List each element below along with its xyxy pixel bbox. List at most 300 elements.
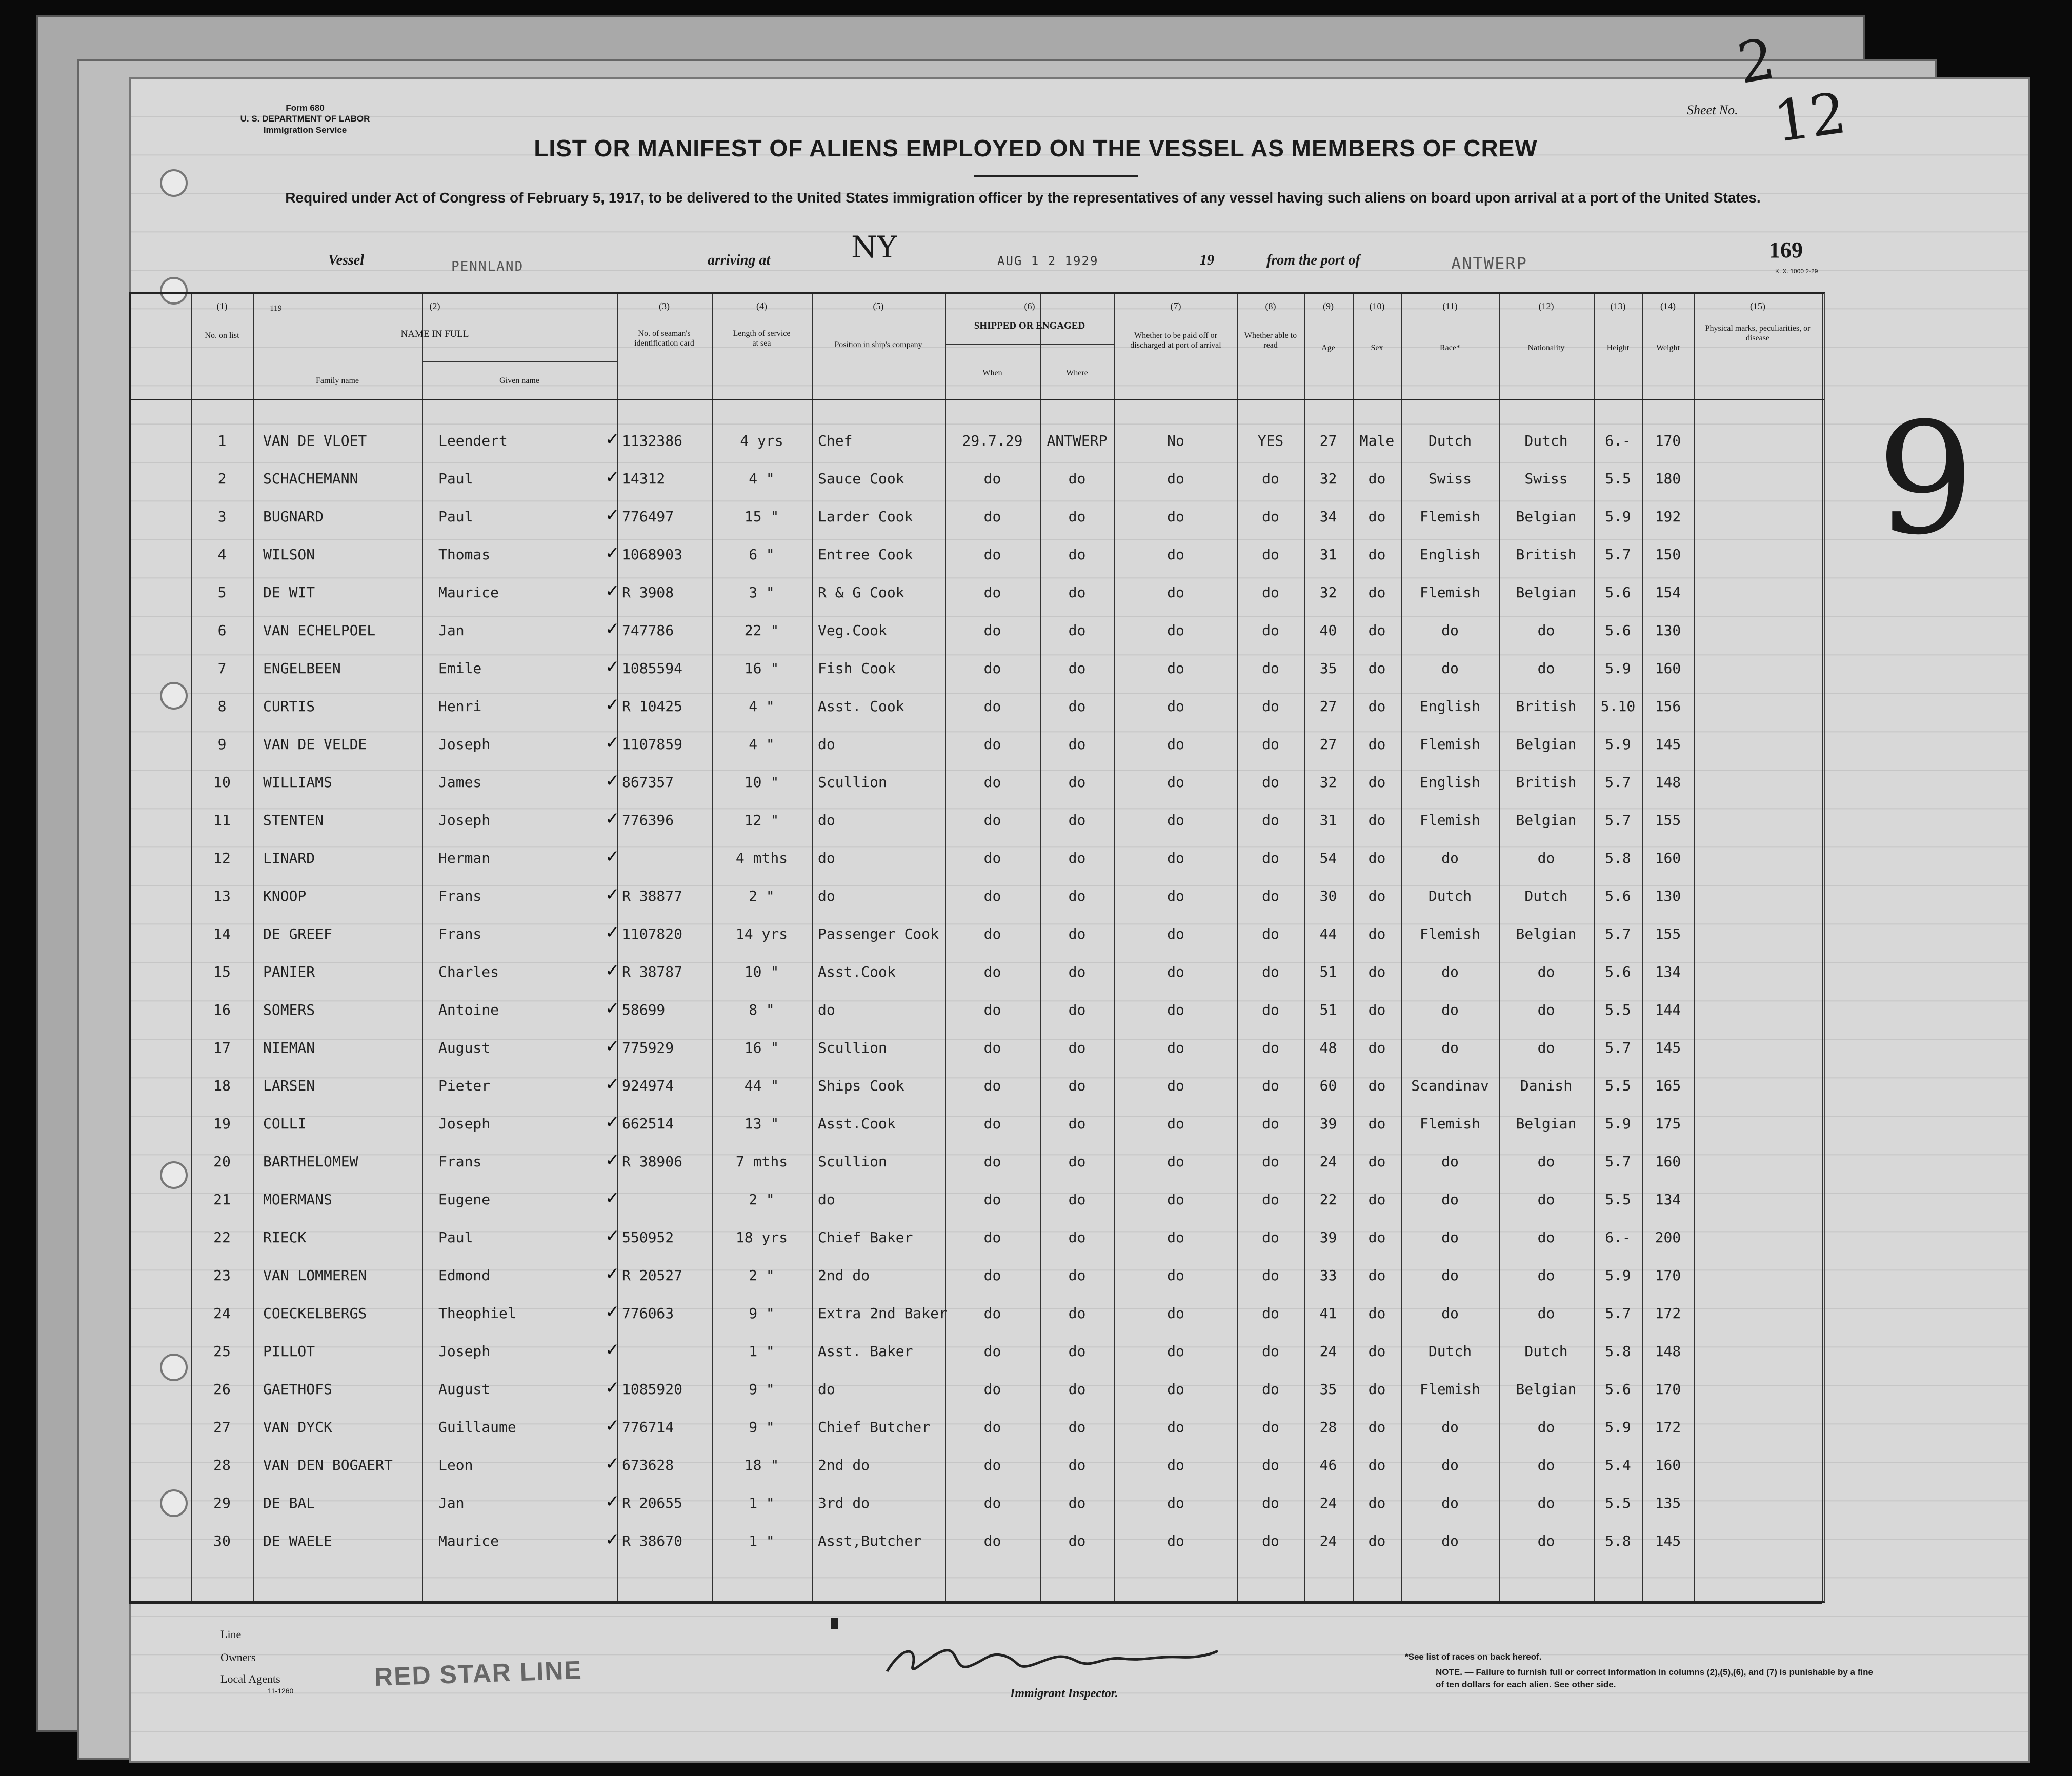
date-stamp: AUG 1 2 1929 [997,254,1099,268]
check-mark-icon: ✓ [605,1074,620,1095]
col4-number: (4) [756,301,767,311]
cell-paid: do [1167,622,1184,639]
cell-race: Flemish [1419,1115,1480,1132]
cell-given: Eugene [438,1191,491,1208]
cell-no: 7 [217,660,227,677]
cell-age: 24 [1319,1532,1337,1549]
cell-family: RIECK [263,1229,307,1246]
cell-paid: do [1167,736,1184,753]
cell-when: do [983,660,1001,677]
cell-sex: do [1368,1039,1386,1056]
cell-paid: do [1167,470,1184,487]
cell-paid: do [1167,850,1184,866]
cell-age: 41 [1319,1305,1337,1322]
cell-weight: 172 [1655,1305,1681,1322]
cell-position: Fish Cook [818,660,896,677]
cell-paid: do [1167,1153,1184,1170]
vessel-label: Vessel [328,252,364,268]
cell-card: 1132386 [622,432,683,449]
cell-family: BARTHELOMEW [263,1153,358,1170]
cell-where: do [1068,1267,1086,1284]
cell-age: 32 [1319,470,1337,487]
cell-paid: do [1167,698,1184,715]
cell-sex: do [1368,584,1386,601]
cell-height: 5.5 [1605,1077,1631,1094]
cell-age: 31 [1319,546,1337,563]
cell-paid: do [1167,508,1184,525]
check-mark-icon: ✓ [605,1491,620,1512]
cell-card: 776497 [622,508,674,525]
table-row [131,805,1824,843]
cell-weight: 160 [1655,1153,1681,1170]
col5-label: Position in ship's company [834,340,922,349]
cell-position: Sauce Cook [818,470,904,487]
cell-service: 22 " [744,622,779,639]
cell-nat: Dutch [1524,887,1568,904]
cell-card: 1107859 [622,736,683,753]
table-row [131,1299,1824,1337]
cell-where: do [1068,887,1086,904]
list-number: 169 [1769,237,1803,263]
cell-card: 776714 [622,1419,674,1436]
col4-label: Length of service at sea [733,329,791,348]
cell-when: do [983,1267,1001,1284]
cell-nat: do [1537,660,1555,677]
cell-no: 13 [213,887,231,904]
cell-family: COECKELBERGS [263,1305,367,1322]
cell-weight: 172 [1655,1419,1681,1436]
cell-weight: 130 [1655,622,1681,639]
cell-no: 10 [213,774,231,791]
cell-read: do [1262,508,1279,525]
cell-nat: Belgian [1516,925,1577,942]
cell-service: 10 " [744,774,779,791]
cell-service: 2 " [749,887,775,904]
cell-given: Paul [438,470,473,487]
check-mark-icon: ✓ [605,429,620,450]
inspector-signature [882,1636,1220,1682]
check-mark-icon: ✓ [605,505,620,526]
cell-card: 14312 [622,470,666,487]
cell-family: ENGELBEEN [263,660,341,677]
cell-card: R 38670 [622,1532,683,1549]
cell-family: DE BAL [263,1495,315,1511]
table-row [131,1071,1824,1109]
cell-no: 3 [217,508,227,525]
cell-paid: do [1167,1343,1184,1360]
ink-mark [831,1618,838,1629]
cell-family: COLLI [263,1115,307,1132]
cell-paid: do [1167,1532,1184,1549]
cell-service: 16 " [744,1039,779,1056]
cell-read: do [1262,1457,1279,1474]
cell-race: do [1441,1267,1459,1284]
cell-where: do [1068,1457,1086,1474]
check-mark-icon: ✓ [605,771,620,791]
cell-age: 34 [1319,508,1337,525]
cell-nat: do [1537,622,1555,639]
cell-height: 5.10 [1600,698,1636,715]
table-row [131,1261,1824,1299]
cell-position: do [818,850,835,866]
cell-height: 5.9 [1605,736,1631,753]
cell-when: do [983,1115,1001,1132]
cell-age: 22 [1319,1191,1337,1208]
cell-when: do [983,584,1001,601]
cell-service: 4 " [749,736,775,753]
cell-given: Joseph [438,1343,491,1360]
cell-weight: 180 [1655,470,1681,487]
table-row [131,1412,1824,1450]
cell-height: 5.6 [1605,1381,1631,1398]
cell-no: 17 [213,1039,231,1056]
cell-race: do [1441,1457,1459,1474]
check-mark-icon: ✓ [605,1264,620,1284]
cell-position: do [818,1001,835,1018]
cell-race: Flemish [1419,736,1480,753]
cell-family: MOERMANS [263,1191,332,1208]
col11-number: (11) [1442,301,1458,311]
cell-weight: 165 [1655,1077,1681,1094]
cell-no: 27 [213,1419,231,1436]
cell-position: 2nd do [818,1457,870,1474]
cell-age: 27 [1319,432,1337,449]
cell-when: do [983,963,1001,980]
cell-service: 1 " [749,1343,775,1360]
cell-nat: do [1537,1495,1555,1511]
check-mark-icon: ✓ [605,619,620,639]
cell-service: 2 " [749,1267,775,1284]
cell-given: Theophiel [438,1305,516,1322]
table-row [131,692,1824,730]
cell-given: Joseph [438,1115,491,1132]
table-row [131,1033,1824,1071]
cell-card: 673628 [622,1457,674,1474]
arriving-label: arriving at [708,252,771,268]
year-label: 19 [1200,252,1214,268]
cell-position: 3rd do [818,1495,870,1511]
cell-where: do [1068,660,1086,677]
check-mark-icon: ✓ [605,1226,620,1246]
cell-read: do [1262,1039,1279,1056]
cell-read: do [1262,1153,1279,1170]
cell-age: 40 [1319,622,1337,639]
cell-service: 7 mths [735,1153,788,1170]
cell-paid: do [1167,1457,1184,1474]
cell-no: 18 [213,1077,231,1094]
col3-number: (3) [659,301,670,311]
cell-weight: 148 [1655,1343,1681,1360]
table-row [131,616,1824,654]
check-mark-icon: ✓ [605,922,620,943]
check-mark-icon: ✓ [605,467,620,488]
cell-sex: Male [1359,432,1395,449]
cell-height: 5.7 [1605,1153,1631,1170]
from-port-label: from the port of [1266,252,1360,268]
cell-no: 29 [213,1495,231,1511]
stamp-code: 11-1260 [268,1687,294,1695]
cell-nat: Belgian [1516,1115,1577,1132]
cell-when: do [983,1039,1001,1056]
form-number: Form 680 [286,103,325,113]
cell-weight: 175 [1655,1115,1681,1132]
cell-given: Emile [438,660,482,677]
cell-card: R 20655 [622,1495,683,1511]
cell-race: do [1441,1305,1459,1322]
cell-age: 33 [1319,1267,1337,1284]
cell-no: 23 [213,1267,231,1284]
cell-service: 10 " [744,963,779,980]
page-subtitle: Required under Act of Congress of February 5, 1917, to be delivered to the United States immigration officer by the representatives of any vessel having such aliens on board upon arrival at a port of the United States. [285,190,1761,206]
cell-when: do [983,698,1001,715]
sheet-number: 12 [1769,79,1850,155]
cell-position: do [818,887,835,904]
cell-no: 6 [217,622,227,639]
col15-number: (15) [1750,301,1765,311]
table-row [131,578,1824,616]
cell-weight: 155 [1655,925,1681,942]
cell-race: Scandinav [1411,1077,1489,1094]
cell-race: do [1441,1495,1459,1511]
cell-where: do [1068,1039,1086,1056]
cell-service: 16 " [744,660,779,677]
cell-read: do [1262,963,1279,980]
cell-weight: 145 [1655,736,1681,753]
cell-read: do [1262,1077,1279,1094]
cell-when: do [983,887,1001,904]
cell-read: do [1262,850,1279,866]
cell-race: Flemish [1419,812,1480,829]
cell-card: 58699 [622,1001,666,1018]
cell-service: 4 " [749,470,775,487]
cell-family: BUGNARD [263,508,324,525]
col10-label: Sex [1371,344,1383,352]
cell-card: 775929 [622,1039,674,1056]
page-title: LIST OR MANIFEST OF ALIENS EMPLOYED ON THE VESSEL AS MEMBERS OF CREW [534,135,1538,162]
family-name-header: Family name [316,376,359,385]
cell-family: LINARD [263,850,315,866]
cell-nat: do [1537,1153,1555,1170]
cell-when: do [983,1229,1001,1246]
cell-weight: 156 [1655,698,1681,715]
cell-read: do [1262,1229,1279,1246]
col13-number: (13) [1610,301,1626,311]
cell-race: do [1441,1153,1459,1170]
cell-race: do [1441,1419,1459,1436]
cell-position: Asst.Cook [818,963,896,980]
cell-family: VAN DEN BOGAERT [263,1457,393,1474]
cell-service: 3 " [749,584,775,601]
cell-card: R 38906 [622,1153,683,1170]
check-mark-icon: ✓ [605,998,620,1019]
cell-service: 4 yrs [740,432,783,449]
cell-height: 5.5 [1605,1495,1631,1511]
cell-race: do [1441,660,1459,677]
cell-service: 1 " [749,1495,775,1511]
cell-when: do [983,1495,1001,1511]
cell-age: 31 [1319,812,1337,829]
cell-read: do [1262,1495,1279,1511]
form-header [220,103,390,135]
cell-when: do [983,774,1001,791]
cell-weight: 200 [1655,1229,1681,1246]
cell-weight: 134 [1655,1191,1681,1208]
cell-paid: do [1167,1001,1184,1018]
col5-number: (5) [873,301,884,311]
cell-race: do [1441,963,1459,980]
check-mark-icon: ✓ [605,846,620,867]
cell-sex: do [1368,698,1386,715]
cell-height: 5.6 [1605,584,1631,601]
cell-when: do [983,1343,1001,1360]
cell-sex: do [1368,1305,1386,1322]
cell-nat: Belgian [1516,508,1577,525]
cell-position: Asst,Butcher [818,1532,922,1549]
cell-read: do [1262,1343,1279,1360]
cell-position: Scullion [818,1039,887,1056]
cell-when: 29.7.29 [962,432,1023,449]
inspector-label: Immigrant Inspector. [1010,1687,1118,1700]
cell-sex: do [1368,1267,1386,1284]
cell-service: 18 " [744,1457,779,1474]
col7-number: (7) [1170,301,1181,311]
col2-number: (2) [429,301,440,311]
cell-read: do [1262,546,1279,563]
cell-paid: do [1167,1191,1184,1208]
check-mark-icon: ✓ [605,1529,620,1550]
cell-given: Frans [438,1153,482,1170]
cell-position: Chief Baker [818,1229,913,1246]
cell-race: Dutch [1428,432,1472,449]
cell-weight: 145 [1655,1532,1681,1549]
cell-race: English [1419,546,1480,563]
cell-card: R 38787 [622,963,683,980]
sheet-label: Sheet No. [1687,103,1738,117]
cell-age: 44 [1319,925,1337,942]
agents-label: Local Agents [220,1672,280,1685]
cell-service: 9 " [749,1305,775,1322]
cell-nat: Swiss [1524,470,1568,487]
header-rule [422,361,617,362]
cell-position: Asst. Cook [818,698,904,715]
table-row [131,1223,1824,1261]
cell-service: 4 " [749,698,775,715]
owners-label: Owners [220,1651,256,1664]
table-row [131,1375,1824,1412]
cell-paid: do [1167,660,1184,677]
cell-sex: do [1368,963,1386,980]
cell-read: do [1262,925,1279,942]
cell-card: 867357 [622,774,674,791]
cell-race: Flemish [1419,925,1480,942]
cell-given: Maurice [438,584,499,601]
cell-position: Scullion [818,774,887,791]
cell-when: do [983,925,1001,942]
cell-family: NIEMAN [263,1039,315,1056]
cell-no: 30 [213,1532,231,1549]
cell-no: 24 [213,1305,231,1322]
cell-where: ANTWERP [1047,432,1108,449]
cell-no: 22 [213,1229,231,1246]
cell-family: WILSON [263,546,315,563]
cell-read: do [1262,1419,1279,1436]
check-mark-icon: ✓ [605,809,620,829]
cell-age: 27 [1319,698,1337,715]
cell-family: PANIER [263,963,315,980]
cell-weight: 135 [1655,1495,1681,1511]
cell-given: Maurice [438,1532,499,1549]
cell-no: 5 [217,584,227,601]
cell-position: do [818,1191,835,1208]
cell-sex: do [1368,1419,1386,1436]
table-row [131,881,1824,919]
cell-read: do [1262,1191,1279,1208]
cell-given: Pieter [438,1077,491,1094]
cell-weight: 160 [1655,1457,1681,1474]
cell-service: 1 " [749,1532,775,1549]
cell-age: 39 [1319,1229,1337,1246]
cell-weight: 130 [1655,887,1681,904]
cell-read: do [1262,887,1279,904]
cell-race: do [1441,622,1459,639]
cell-height: 5.8 [1605,1343,1631,1360]
cell-position: Entree Cook [818,546,913,563]
cell-weight: 170 [1655,1381,1681,1398]
cell-nat: Belgian [1516,1381,1577,1398]
manifest-table [129,292,1825,1603]
cell-given: Joseph [438,736,491,753]
cell-position: Extra 2nd Baker [818,1305,948,1322]
cell-when: do [983,812,1001,829]
table-row [131,730,1824,768]
table-row [131,1147,1824,1185]
cell-nat: British [1516,774,1577,791]
cell-position: Asst.Cook [818,1115,896,1132]
cell-family: SOMERS [263,1001,315,1018]
cell-paid: do [1167,1267,1184,1284]
cell-sex: do [1368,1381,1386,1398]
cell-paid: do [1167,963,1184,980]
cell-height: 5.7 [1605,1305,1631,1322]
cell-sex: do [1368,660,1386,677]
cell-given: Guillaume [438,1419,516,1436]
cell-when: do [983,1001,1001,1018]
cell-where: do [1068,1153,1086,1170]
cell-position: Scullion [818,1153,887,1170]
cell-no: 16 [213,1001,231,1018]
cell-no: 4 [217,546,227,563]
cell-card: 747786 [622,622,674,639]
cell-weight: 170 [1655,432,1681,449]
cell-position: Chef [818,432,853,449]
cell-sex: do [1368,1457,1386,1474]
cell-paid: do [1167,1381,1184,1398]
cell-given: Paul [438,1229,473,1246]
col3-label: No. of seaman's identification card [634,329,694,348]
cell-card: 924974 [622,1077,674,1094]
cell-when: do [983,1305,1001,1322]
cell-no: 14 [213,925,231,942]
cell-where: do [1068,736,1086,753]
cell-family: VAN DE VELDE [263,736,367,753]
cell-where: do [1068,1305,1086,1322]
cell-height: 5.9 [1605,1267,1631,1284]
cell-sex: do [1368,1495,1386,1511]
cell-age: 24 [1319,1153,1337,1170]
cell-height: 6.- [1605,432,1631,449]
cell-given: Frans [438,925,482,942]
cell-nat: do [1537,1457,1555,1474]
